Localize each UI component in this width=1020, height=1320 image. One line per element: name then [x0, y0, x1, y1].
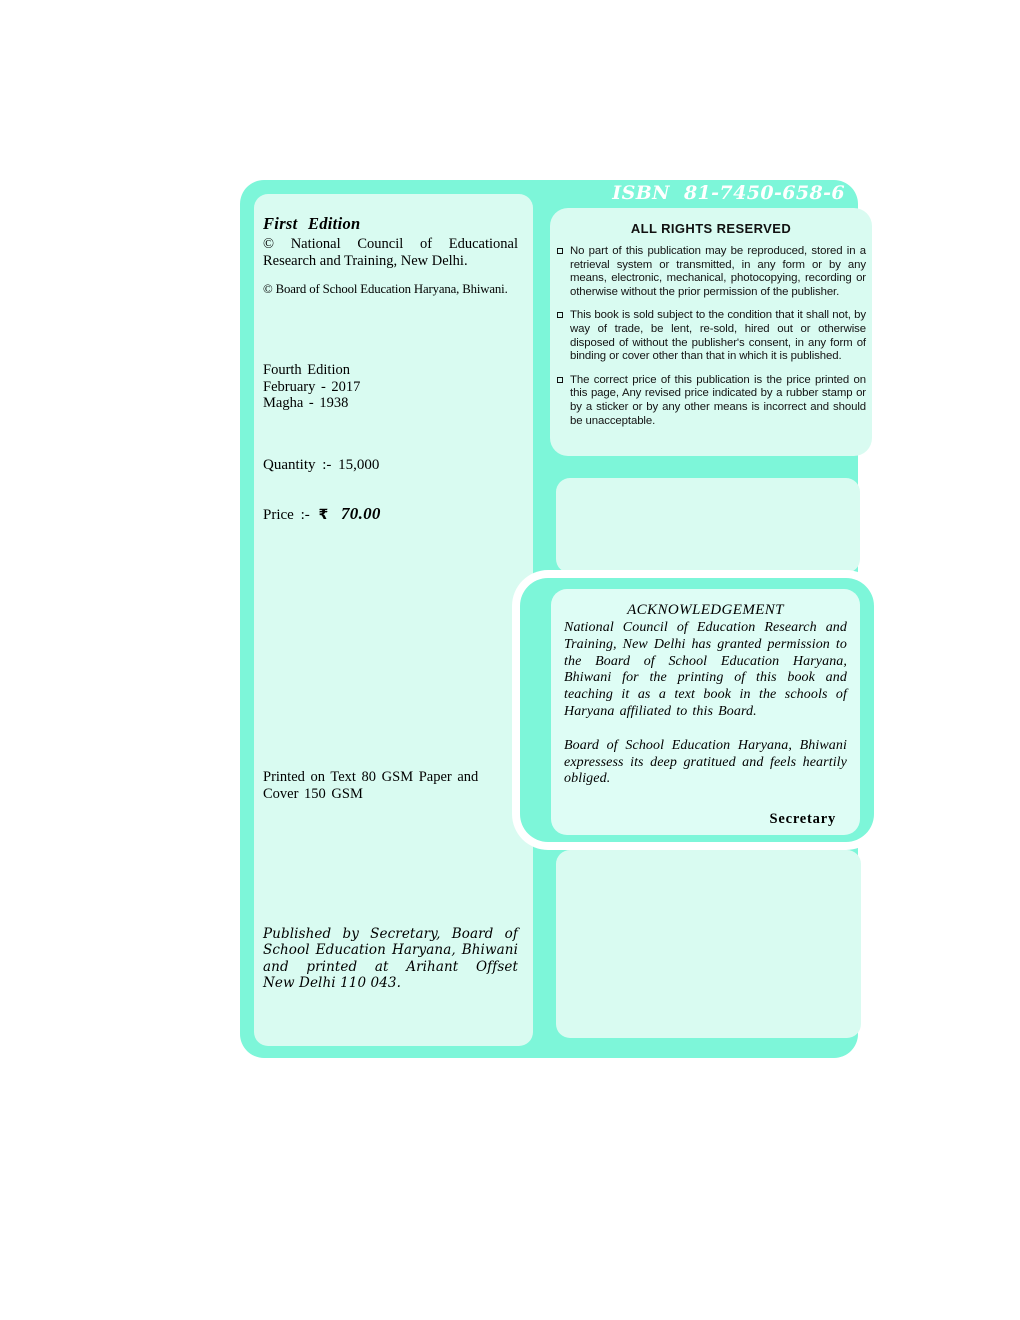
rights-item-text: No part of this publication may be reproduced, stored in a retrieval system or transmitted, in any form or by any means, electronic, mechanical, photocopying, recording or otherwise without the prior permission of the publisher. — [570, 245, 866, 298]
secretary-signature: Secretary — [769, 811, 836, 828]
acknowledgement-paragraph: Board of School Education Haryana, Bhiwani expressess its deep gratitued and feels heartily obliged. — [564, 737, 847, 787]
copyright-card — [240, 180, 866, 1058]
all-rights-reserved-panel — [550, 208, 872, 456]
rights-item-text: This book is sold subject to the condition that it shall not, by way of trade, be lent, re-sold, hired out or otherwise disposed of without the publisher's consent, in any form of binding or cover other than that in which it is published. — [570, 309, 866, 363]
all-rights-title: ALL RIGHTS RESERVED — [630, 221, 792, 236]
acknowledgement-panel — [551, 589, 860, 835]
rights-item — [556, 309, 866, 363]
published-by-block — [263, 926, 518, 991]
ncert-copyright-line: © National Council of Educational — [263, 236, 518, 252]
isbn-value: 81-7450-658-6 — [683, 182, 845, 204]
ncert-copyright-line: Research and Training, New Delhi. — [263, 252, 468, 269]
ncert-copyright — [263, 236, 518, 269]
price-line — [263, 504, 518, 524]
published-line: New Delhi 110 043. — [263, 974, 401, 991]
price-value: 70.00 — [340, 504, 381, 523]
acknowledgement-card — [520, 578, 874, 842]
rupee-symbol: ₹ — [318, 507, 329, 523]
rights-item-text: The correct price of this publication is the price printed on this page, Any revised price indicated by a rubber stamp or by a sticker or by any other means is incorrect and should be unacceptable. — [570, 373, 866, 427]
edition-line: Fourth Edition — [263, 362, 350, 378]
blank-panel-upper — [556, 478, 860, 573]
quantity-line: Quantity :- 15,000 — [263, 457, 380, 473]
printed-on-line: Cover 150 GSM — [263, 785, 363, 802]
published-line: and printed at Arihant Offset — [263, 958, 518, 975]
isbn-line — [612, 182, 845, 204]
edition-line: Magha - 1938 — [263, 395, 349, 411]
blank-panel-lower — [556, 850, 861, 1038]
published-line: School Education Haryana, Bhiwani — [263, 942, 518, 959]
first-edition-heading: First Edition — [263, 214, 361, 233]
acknowledgement-title: ACKNOWLEDGEMENT — [627, 602, 784, 618]
price-label: Price :- — [263, 507, 310, 523]
printed-on-block — [263, 769, 518, 802]
edition-info-panel — [254, 194, 533, 1046]
rights-item — [556, 245, 866, 299]
square-bullet-icon — [557, 312, 563, 318]
isbn-label: ISBN — [612, 182, 670, 204]
published-line: Published by Secretary, Board of — [263, 926, 518, 942]
board-copyright-line: © Board of School Education Haryana, Bhiwani. — [263, 282, 508, 296]
edition-line: February - 2017 — [263, 378, 361, 395]
rights-item — [556, 374, 866, 428]
square-bullet-icon — [557, 248, 563, 254]
square-bullet-icon — [557, 377, 563, 383]
edition-details — [263, 362, 518, 412]
printed-on-line: Printed on Text 80 GSM Paper and — [263, 769, 479, 785]
acknowledgement-paragraph: National Council of Education Research and Training, New Delhi has granted permission to the Board of School Education Haryana, Bhiwani for the printing of this book and teaching it as a text book in the schools of Haryana affiliated to this Board. — [564, 620, 847, 719]
